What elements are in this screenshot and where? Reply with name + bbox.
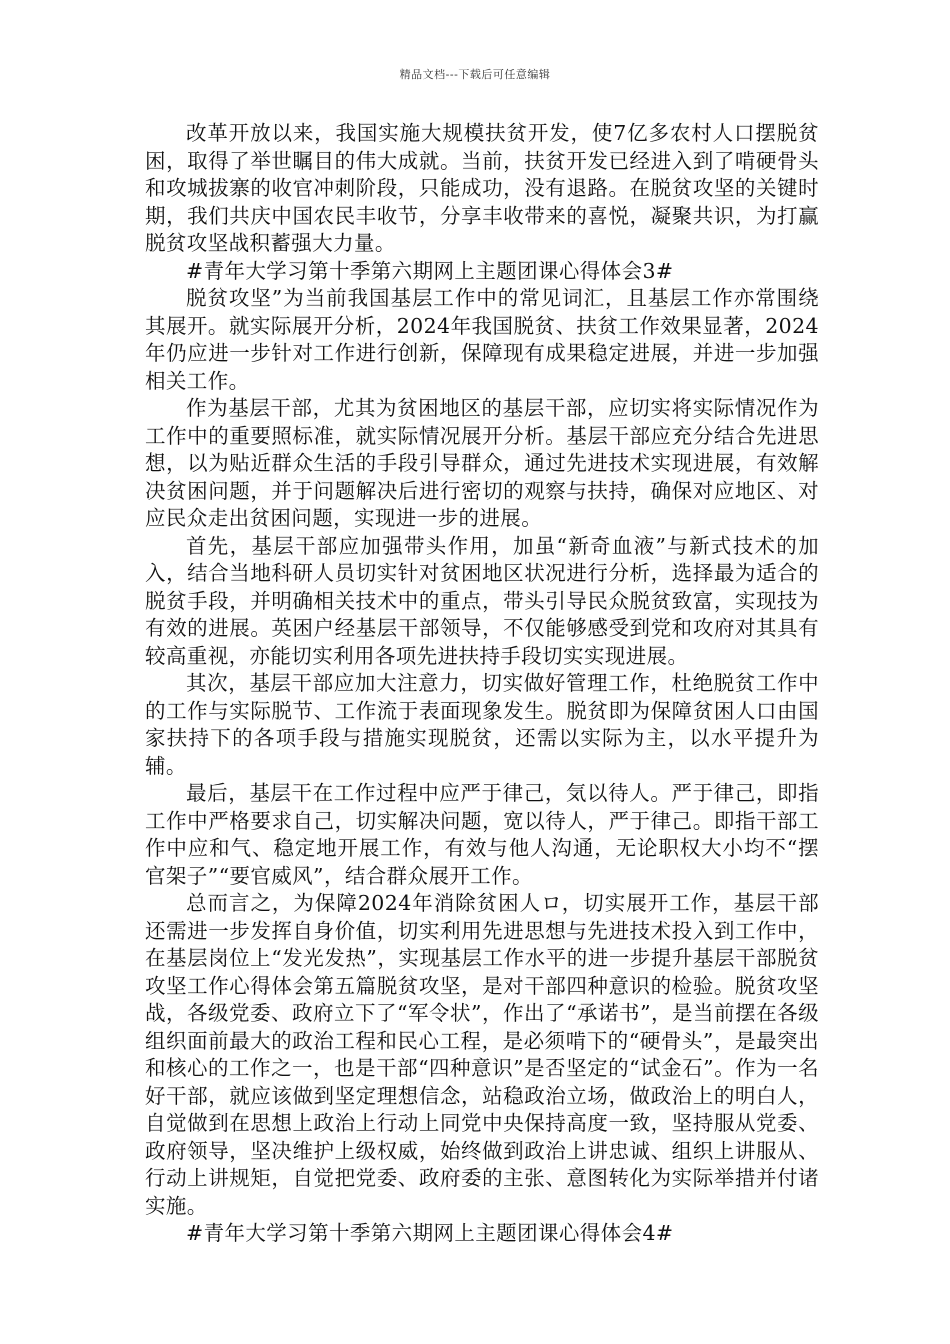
document-body — [145, 120, 819, 1248]
section-heading-4: #青年大学习第十季第六期网上主题团课心得体会4# — [186, 1221, 674, 1245]
paragraph-poverty-keyword: 脱贫攻坚”为当前我国基层工作中的常见词汇，且基层工作亦常围绕其展开。就实际展开分析，2024年我国脱贫、扶贫工作效果显著，2024年仍应进一步针对工作进行创新，保障现有成果稳定进展，并进一步加强相关工作。 — [145, 286, 819, 393]
paragraph-finally: 最后，基层干在工作过程中应严于律己，気以待人。严于律己，即指工作中严格要求自己，切实解决问题，宽以待人，严于律己。即指干部工作中应和气、稳定地开展工作，有效与他人沟通，无论职权大小均不“摆官架子”“要官威风”，结合群众展开工作。 — [145, 781, 819, 888]
section-heading-3: #青年大学习第十季第六期网上主题团课心得体会3# — [186, 258, 674, 283]
paragraph-second: 其次，基层干部应加大注意力，切实做好管理工作，杜绝脱贫工作中的工作与实际脱节、工作流于表面现象发生。脱贫即为保障贫困人口由国家扶持下的各项手段与措施实现脱贫，还需以实际为主，以水平提升为辅。 — [145, 671, 819, 778]
paragraph-grassroots-cadres: 作为基层干部，尤其为贫困地区的基层干部，应切实将实际情况作为工作中的重要照标准，就实际情况展开分析。基层干部应充分结合先进思想，以为贴近群众生活的手段引导群众，通过先进技术实现进展，有效解决贫困问题，并于问题解决后进行密切的观察与扶持，确保对应地区、对应民众走出贫困问题，实现进一步的进展。 — [145, 396, 819, 530]
page-header: 精品文档---下载后可任意编辑 — [399, 68, 551, 81]
paragraph-poverty-alleviation-intro: 改革开放以来，我国实施大规模扶贫开发，使7亿多农村人口摆脱贫困，取得了举世瞩目的伟大成就。当前，扶贫开发已经进入到了啃硬骨头和攻城拔寨的收官冲刺阶段，只能成功，没有退路。在脱贫攻坚的关键时期，我们共庆中国农民丰收节，分享丰收带来的喜悦，凝聚共识，为打赢脱贫攻坚战积蓄强大力量。 — [145, 121, 819, 255]
paragraph-first: 首先，基层干部应加强带头作用，加虽“新奇血液”与新式技术的加入，结合当地科研人员切实针对贫困地区状况进行分析，选择最为适合的脱贫手段，并明确相关技术中的重点，带头引导民众脱贫致富，实现技为有效的进展。英困户经基层干部领导，不仅能够感受到党和攻府对其具有较高重视，亦能切实利用各项先进扶持手段切实实现进展。 — [145, 533, 819, 668]
paragraph-in-conclusion: 总而言之，为保障2024年消除贫困人ロ，切实展开工作，基层干部还需进一步发挥自身价值，切实利用先进思想与先进技术投入到工作中，在基层岗位上“发光发热”，实现基层工作水平的进一步提升基层干部脱贫攻坚工作心得体会第五篇脱贫攻坚，是对干部四种意识的检验。脱贫攻坚战，各级党委、政府立下了“军令状”，作出了“承诺书”，是当前摆在各级组织面前最大的政治工程和民心工程，是必须啃下的“硬骨头”，是最突出和核心的工作之一，也是干部“四种意识”是否坚定的“试金石”。作为一名好干部，就应该做到坚定理想信念，站稳政治立场，做政治上的明白人，自觉做到在思想上政治上行动上同党中央保持高度一致，坚持服从党委、政府领导，坚决维护上级权威，始终做到政治上讲忠诚、组织上讲服从、行动上讲规矩，自觉把党委、政府委的主张、意图转化为实际举措并付诸实施。 — [145, 891, 819, 1218]
